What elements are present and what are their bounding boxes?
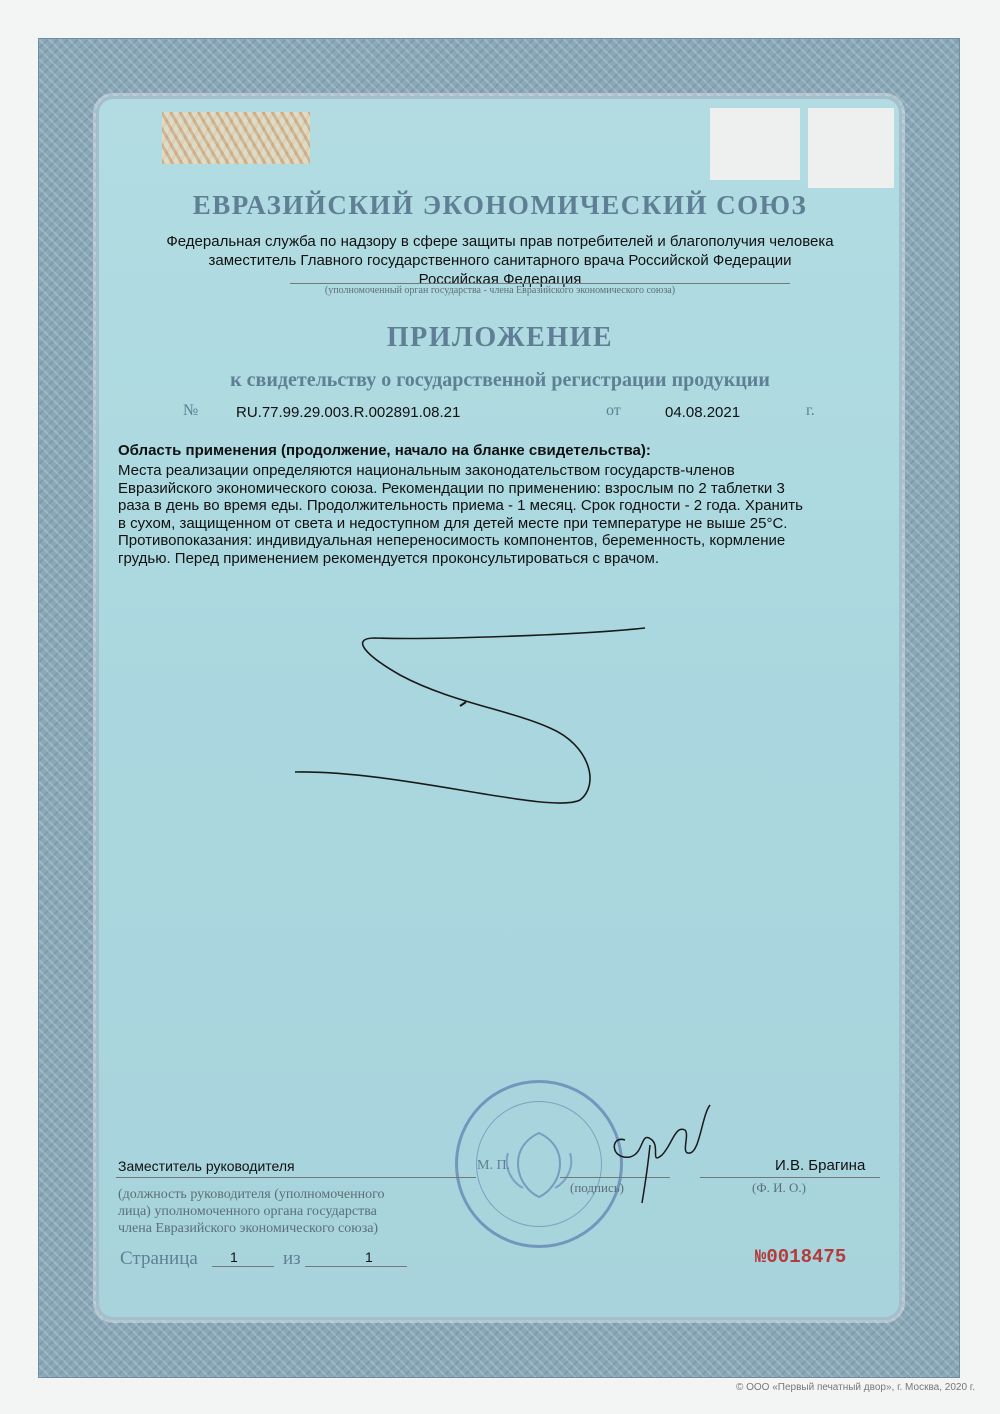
handwritten-signature xyxy=(590,1085,720,1205)
scope-text xyxy=(118,462,888,567)
authority-note: (уполномоченный орган государства - члена Евразийского экономического союза) xyxy=(324,285,676,296)
scope-line: грудью. Перед применением рекомендуется проконсультироваться с врачом. xyxy=(118,549,660,567)
position-note-line: лица) уполномоченного органа государства xyxy=(118,1204,377,1219)
page-label: Страница xyxy=(120,1248,198,1269)
position-note xyxy=(118,1186,385,1237)
from-label: от xyxy=(606,402,621,419)
page-total-underline xyxy=(305,1266,407,1267)
signature-label: (подпись) xyxy=(570,1180,624,1195)
authority-line: Российская Федерация xyxy=(418,271,582,288)
position-note-line: члена Евразийского экономического союза) xyxy=(118,1221,379,1236)
page-current-underline xyxy=(212,1266,274,1267)
name-label: (Ф. И. О.) xyxy=(752,1180,806,1195)
crossing-out-scribble xyxy=(280,610,680,840)
certificate-number: RU.77.99.29.003.R.002891.08.21 xyxy=(236,404,461,421)
name-underline xyxy=(700,1177,880,1178)
scope-line: в сухом, защищенном от света и недоступном для детей месте при температуре не выше 25°С. xyxy=(118,514,788,532)
authority-underline xyxy=(290,283,790,284)
scope-heading: Область применения (продолжение, начало на бланке свидетельства): xyxy=(118,442,651,459)
form-serial-number: №0018475 xyxy=(755,1246,847,1268)
signer-position: Заместитель руководителя xyxy=(118,1158,295,1174)
position-note-line: (должность руководителя (уполномоченного xyxy=(118,1187,385,1202)
certificate-date: 04.08.2021 xyxy=(665,404,741,421)
seal-place-label: М. П. xyxy=(477,1158,511,1173)
blank-corner-box xyxy=(808,108,894,188)
printer-footer: © ООО «Первый печатный двор», г. Москва, 2020 г. xyxy=(735,1382,975,1393)
position-underline xyxy=(116,1177,476,1178)
scope-line: Противопоказания: индивидуальная непереносимость компонентов, беременность, кормление xyxy=(118,532,786,549)
hologram-strip xyxy=(162,112,310,164)
page-total: 1 xyxy=(365,1249,373,1265)
blank-corner-box xyxy=(710,108,800,180)
page-current: 1 xyxy=(230,1249,238,1265)
scope-line: раза в день во время еды. Продолжительность приема - 1 месяц. Срок годности - 2 года. Хранить xyxy=(118,497,803,514)
appendix-title: ПРИЛОЖЕНИЕ xyxy=(386,322,614,353)
scope-line: Евразийского экономического союза. Рекомендации по применению: взрослым по 2 таблетки 3 xyxy=(118,479,785,497)
authority-line: заместитель Главного государственного санитарного врача Российской Федерации xyxy=(208,252,792,269)
appendix-subtitle: к свидетельству о государственной регистрации продукции xyxy=(230,369,770,391)
authority-block xyxy=(100,232,900,289)
page-of-label: из xyxy=(283,1248,301,1269)
union-title: ЕВРАЗИЙСКИЙ ЭКОНОМИЧЕСКИЙ СОЮЗ xyxy=(192,190,808,220)
authority-line: Федеральная служба по надзору в сфере защиты прав потребителей и благополучия человека xyxy=(166,233,834,250)
scope-line: Места реализации определяются национальным законодательством государств-членов xyxy=(118,462,735,479)
signer-name: И.В. Брагина xyxy=(775,1157,866,1174)
number-label: № xyxy=(183,402,199,419)
year-suffix: г. xyxy=(806,402,815,419)
